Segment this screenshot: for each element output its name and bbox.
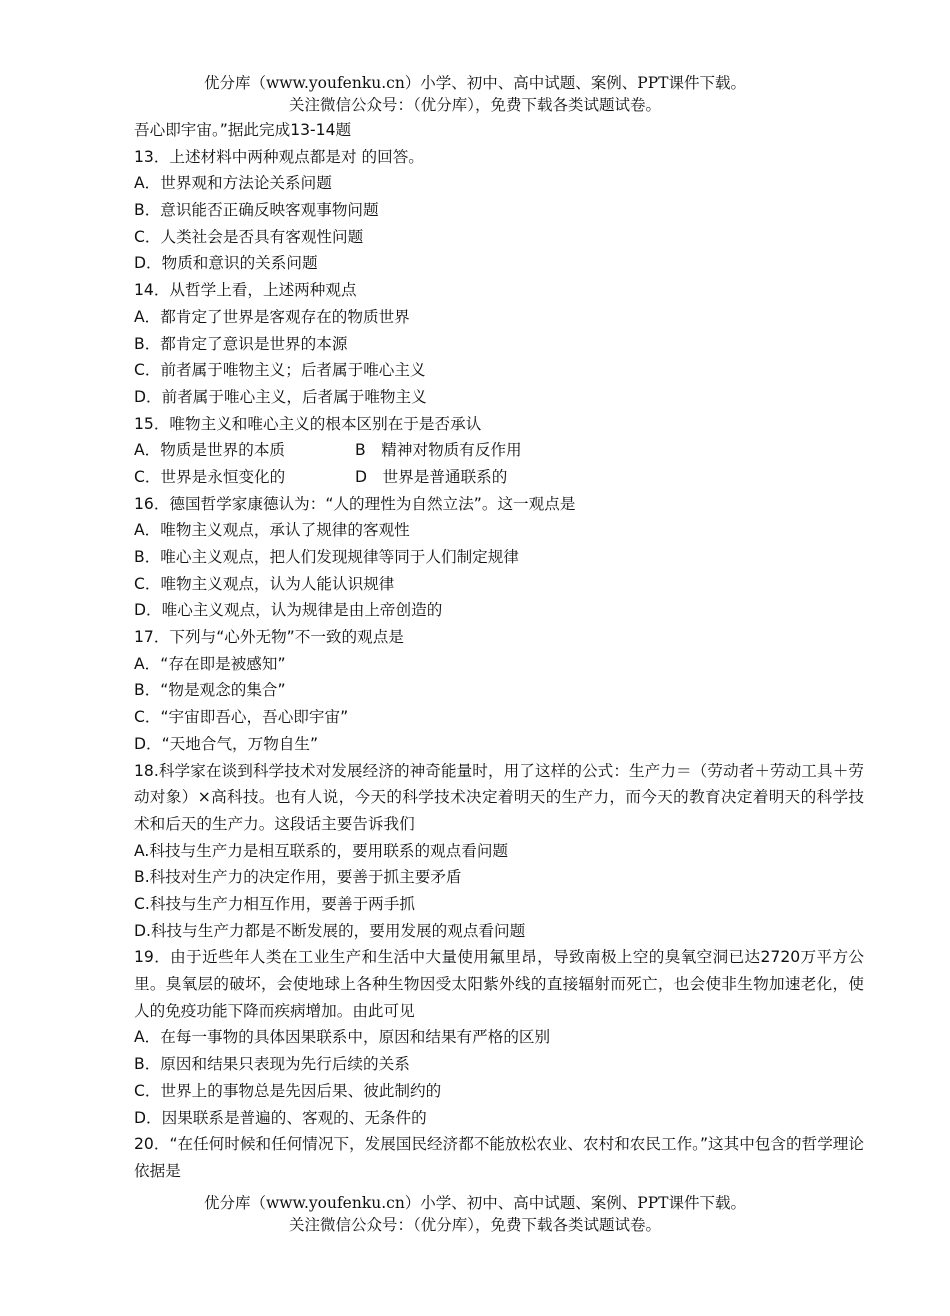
q18-option-d: D.科技与生产力都是不断发展的，要用发展的观点看问题 xyxy=(134,921,526,940)
q17-stem: 17．下列与“心外无物”不一致的观点是 xyxy=(134,628,404,647)
footer-line-1: 优分库（www.youfenku.cn）小学、初中、高中试题、案例、PPT课件下载。 xyxy=(203,1194,747,1212)
q18-stem: 18.科学家在谈到科学技术对发展经济的神奇能量时，用了这样的公式：生产力＝（劳动者＋劳动工具＋劳动对象）×高科技。也有人说，今天的科学技术决定着明天的生产力，而今天的教育决定着明天的科学技术和后天的生产力。这段话主要告诉我们 xyxy=(134,761,864,833)
page-footer xyxy=(0,1192,950,1236)
q18-option-b: B.科技对生产力的决定作用，要善于抓主要矛盾 xyxy=(134,868,462,887)
q13-option-c: C．人类社会是否具有客观性问题 xyxy=(134,227,364,246)
q15-option-c: C．世界是永恒变化的 xyxy=(134,467,286,486)
q13-option-a: A．世界观和方法论关系问题 xyxy=(134,174,332,193)
intro-text: 吾心即宇宙。”据此完成13-14题 xyxy=(134,121,352,139)
q14-stem: 14．从哲学上看，上述两种观点 xyxy=(134,281,357,300)
q15-option-d: D 世界是普通联系的 xyxy=(355,467,508,486)
q14-option-c: C．前者属于唯物主义；后者属于唯心主义 xyxy=(134,361,426,380)
q14-option-a: A．都肯定了世界是客观存在的物质世界 xyxy=(134,307,410,326)
document-body xyxy=(134,117,864,1185)
q16-option-a: A．唯物主义观点，承认了规律的客观性 xyxy=(134,521,410,540)
q16-option-b: B．唯心主义观点，把人们发现规律等同于人们制定规律 xyxy=(134,548,519,566)
q13-option-d: D．物质和意识的关系问题 xyxy=(134,254,318,273)
q17-option-d: D．“天地合气，万物自生” xyxy=(134,734,319,753)
q18-option-a: A.科技与生产力是相互联系的，要用联系的观点看问题 xyxy=(134,841,509,860)
q19-option-a: A．在每一事物的具体因果联系中，原因和结果有严格的区别 xyxy=(134,1028,551,1047)
q19-option-c: C．世界上的事物总是先因后果、彼此制约的 xyxy=(134,1081,442,1100)
q14-option-b: B．都肯定了意识是世界的本源 xyxy=(134,334,348,353)
q13-option-b: B．意识能否正确反映客观事物问题 xyxy=(134,201,379,220)
q16-stem: 16．德国哲学家康德认为：“人的理性为自然立法”。这一观点是 xyxy=(134,494,576,513)
q15-options-row-1 xyxy=(134,437,864,464)
q15-options-row-2 xyxy=(134,464,864,491)
q15-option-a: A．物质是世界的本质 xyxy=(134,441,286,460)
q19-option-b: B．原因和结果只表现为先行后续的关系 xyxy=(134,1055,410,1074)
q16-option-d: D．唯心主义观点，认为规律是由上帝创造的 xyxy=(134,601,443,620)
q19-option-d: D．因果联系是普遍的、客观的、无条件的 xyxy=(134,1108,427,1127)
header-line-2: 关注微信公众号：（优分库），免费下载各类试题试卷。 xyxy=(288,96,661,114)
q16-option-c: C．唯物主义观点，认为人能认识规律 xyxy=(134,574,395,593)
page-header xyxy=(0,72,950,116)
q19-stem: 19．由于近些年人类在工业生产和生活中大量使用氟里昂，导致南极上空的臭氧空洞已达2720万平方公里。臭氧层的破坏，会使地球上各种生物因受太阳紫外线的直接辐射而死亡，也会使非生物加速老化，使人的免疫功能下降而疾病增加。由此可见 xyxy=(134,948,864,1020)
footer-line-2: 关注微信公众号：（优分库），免费下载各类试题试卷。 xyxy=(288,1216,661,1234)
q17-option-c: C．“宇宙即吾心，吾心即宇宙” xyxy=(134,708,349,727)
q15-stem: 15．唯物主义和唯心主义的根本区别在于是否承认 xyxy=(134,414,482,433)
q15-option-b: B 精神对物质有反作用 xyxy=(355,441,522,460)
q14-option-d: D．前者属于唯心主义，后者属于唯物主义 xyxy=(134,387,427,406)
q20-stem: 20．“在任何时候和任何情况下，发展国民经济都不能放松农业、农村和农民工作。”这其中包含的哲学理论依据是 xyxy=(134,1135,864,1180)
q13-stem: 13．上述材料中两种观点都是对 的回答。 xyxy=(134,147,424,166)
q17-option-b: B．“物是观念的集合” xyxy=(134,681,286,700)
q18-option-c: C.科技与生产力相互作用，要善于两手抓 xyxy=(134,894,415,913)
header-line-1: 优分库（www.youfenku.cn）小学、初中、高中试题、案例、PPT课件下载。 xyxy=(203,74,747,92)
q17-option-a: A．“存在即是被感知” xyxy=(134,654,286,673)
